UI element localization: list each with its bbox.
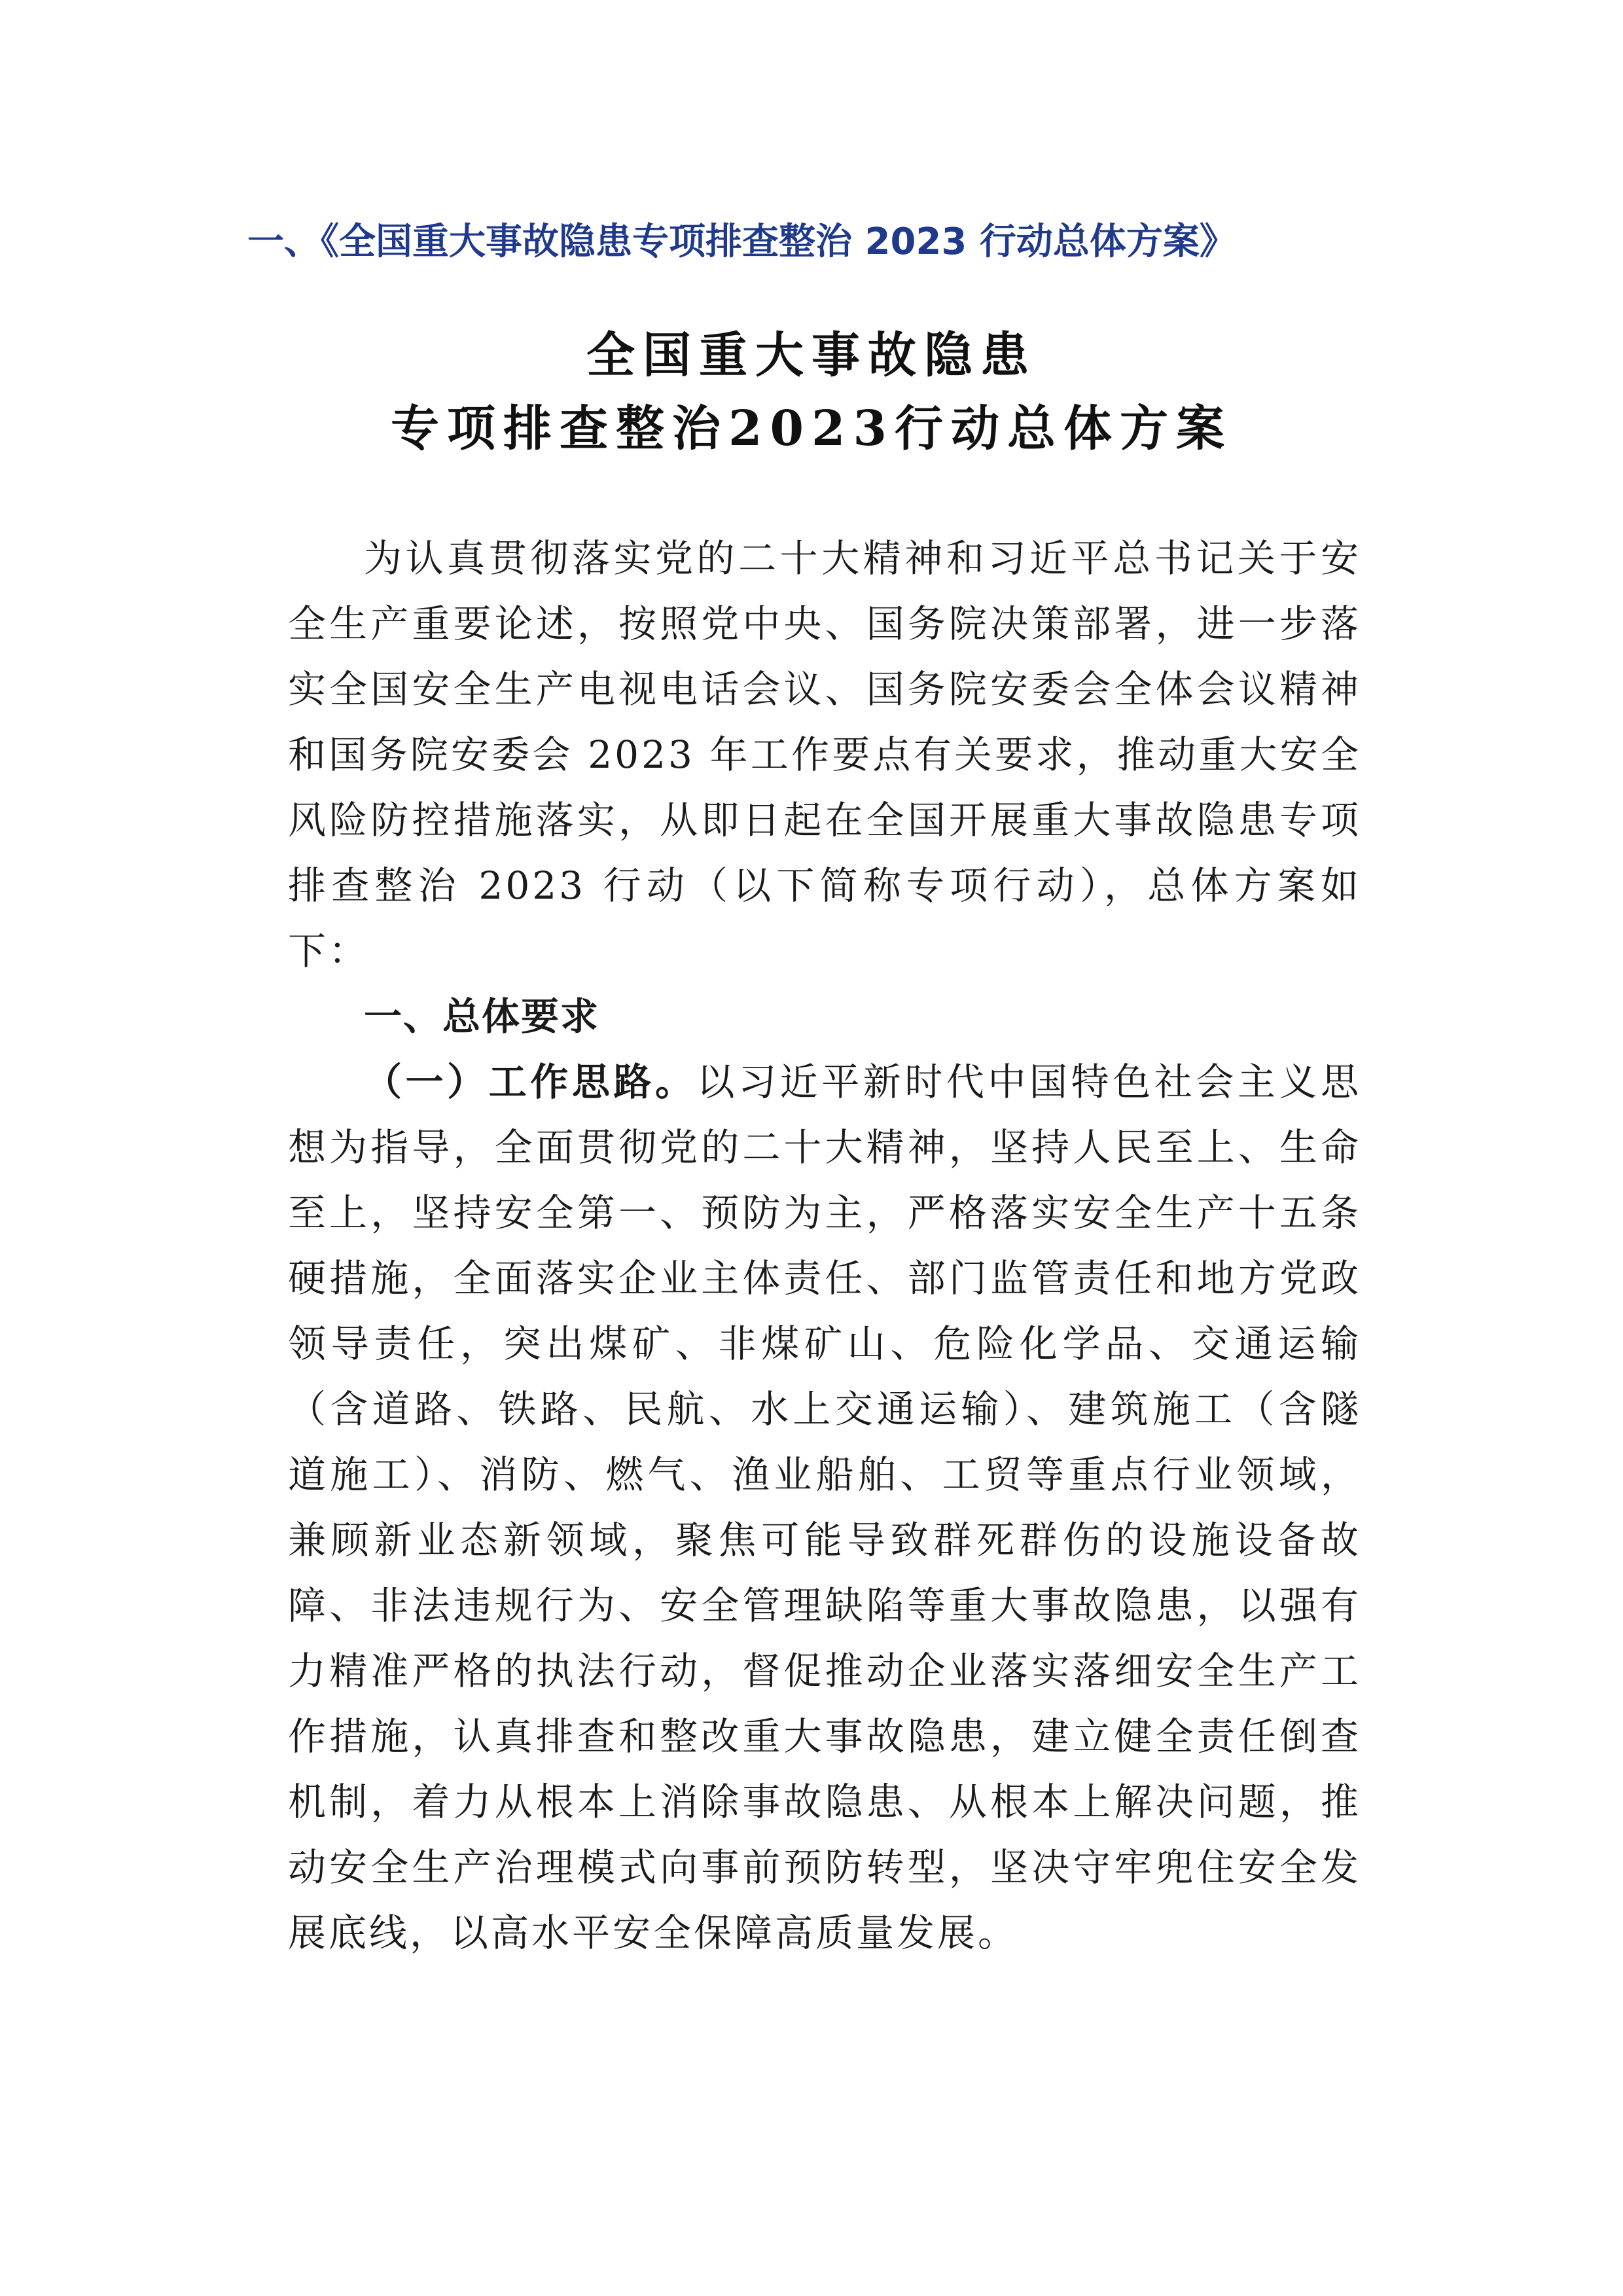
heading-general-requirements: 一、总体要求	[364, 994, 600, 1039]
subsection-text: 以习近平新时代中国特色社会主义思想为指导，全面贯彻党的二十大精神，坚持人民至上、生命至上，坚持安全第一、预防为主，严格落实安全生产十五条硬措施，全面落实企业主体责任、部门监管责任和地方党政领导责任，突出煤矿、非煤矿山、危险化学品、交通运输（含道路、铁路、民航、水上交通运输）、建筑施工（含隧道施工）、消防、燃气、渔业船舶、工贸等重点行业领域，兼顾新业态新领域，聚焦可能导致群死群伤的设施设备故障、非法违规行为、安全管理缺陷等重大事故隐患，以强有力精准严格的执法行动，督促推动企业落实落细安全生产工作措施，认真排查和整改重大事故隐患，建立健全责任倒查机制，着力从根本上消除事故隐患、从根本上解决问题，推动安全生产治理模式向事前预防转型，坚决守牢兜住安全发展底线，以高水平安全保障高质量发展。	[288, 1060, 1361, 1955]
subsection-work-approach	[288, 1049, 1361, 1965]
intro-paragraph: 为认真贯彻落实党的二十大精神和习近平总书记关于安全生产重要论述，按照党中央、国务院决策部署，进一步落实全国安全生产电视电话会议、国务院安委会全体会议精神和国务院安委会 2023 年工作要点有关要求，推动重大安全风险防控措施落实，从即日起在全国开展重大事故隐患专项排查整治 2023 行动（以下简称专项行动），总体方案如下：	[288, 536, 1361, 973]
subsection-label: （一）工作思路。	[364, 1060, 697, 1104]
document-title-line-1: 全国重大事故隐患	[586, 327, 1037, 384]
section-heading: 一、《全国重大事故隐患专项排查整治 2023 行动总体方案》	[247, 221, 1236, 263]
document-body	[288, 526, 1361, 1965]
document-title-line-2: 专项排查整治2023行动总体方案	[391, 401, 1232, 457]
